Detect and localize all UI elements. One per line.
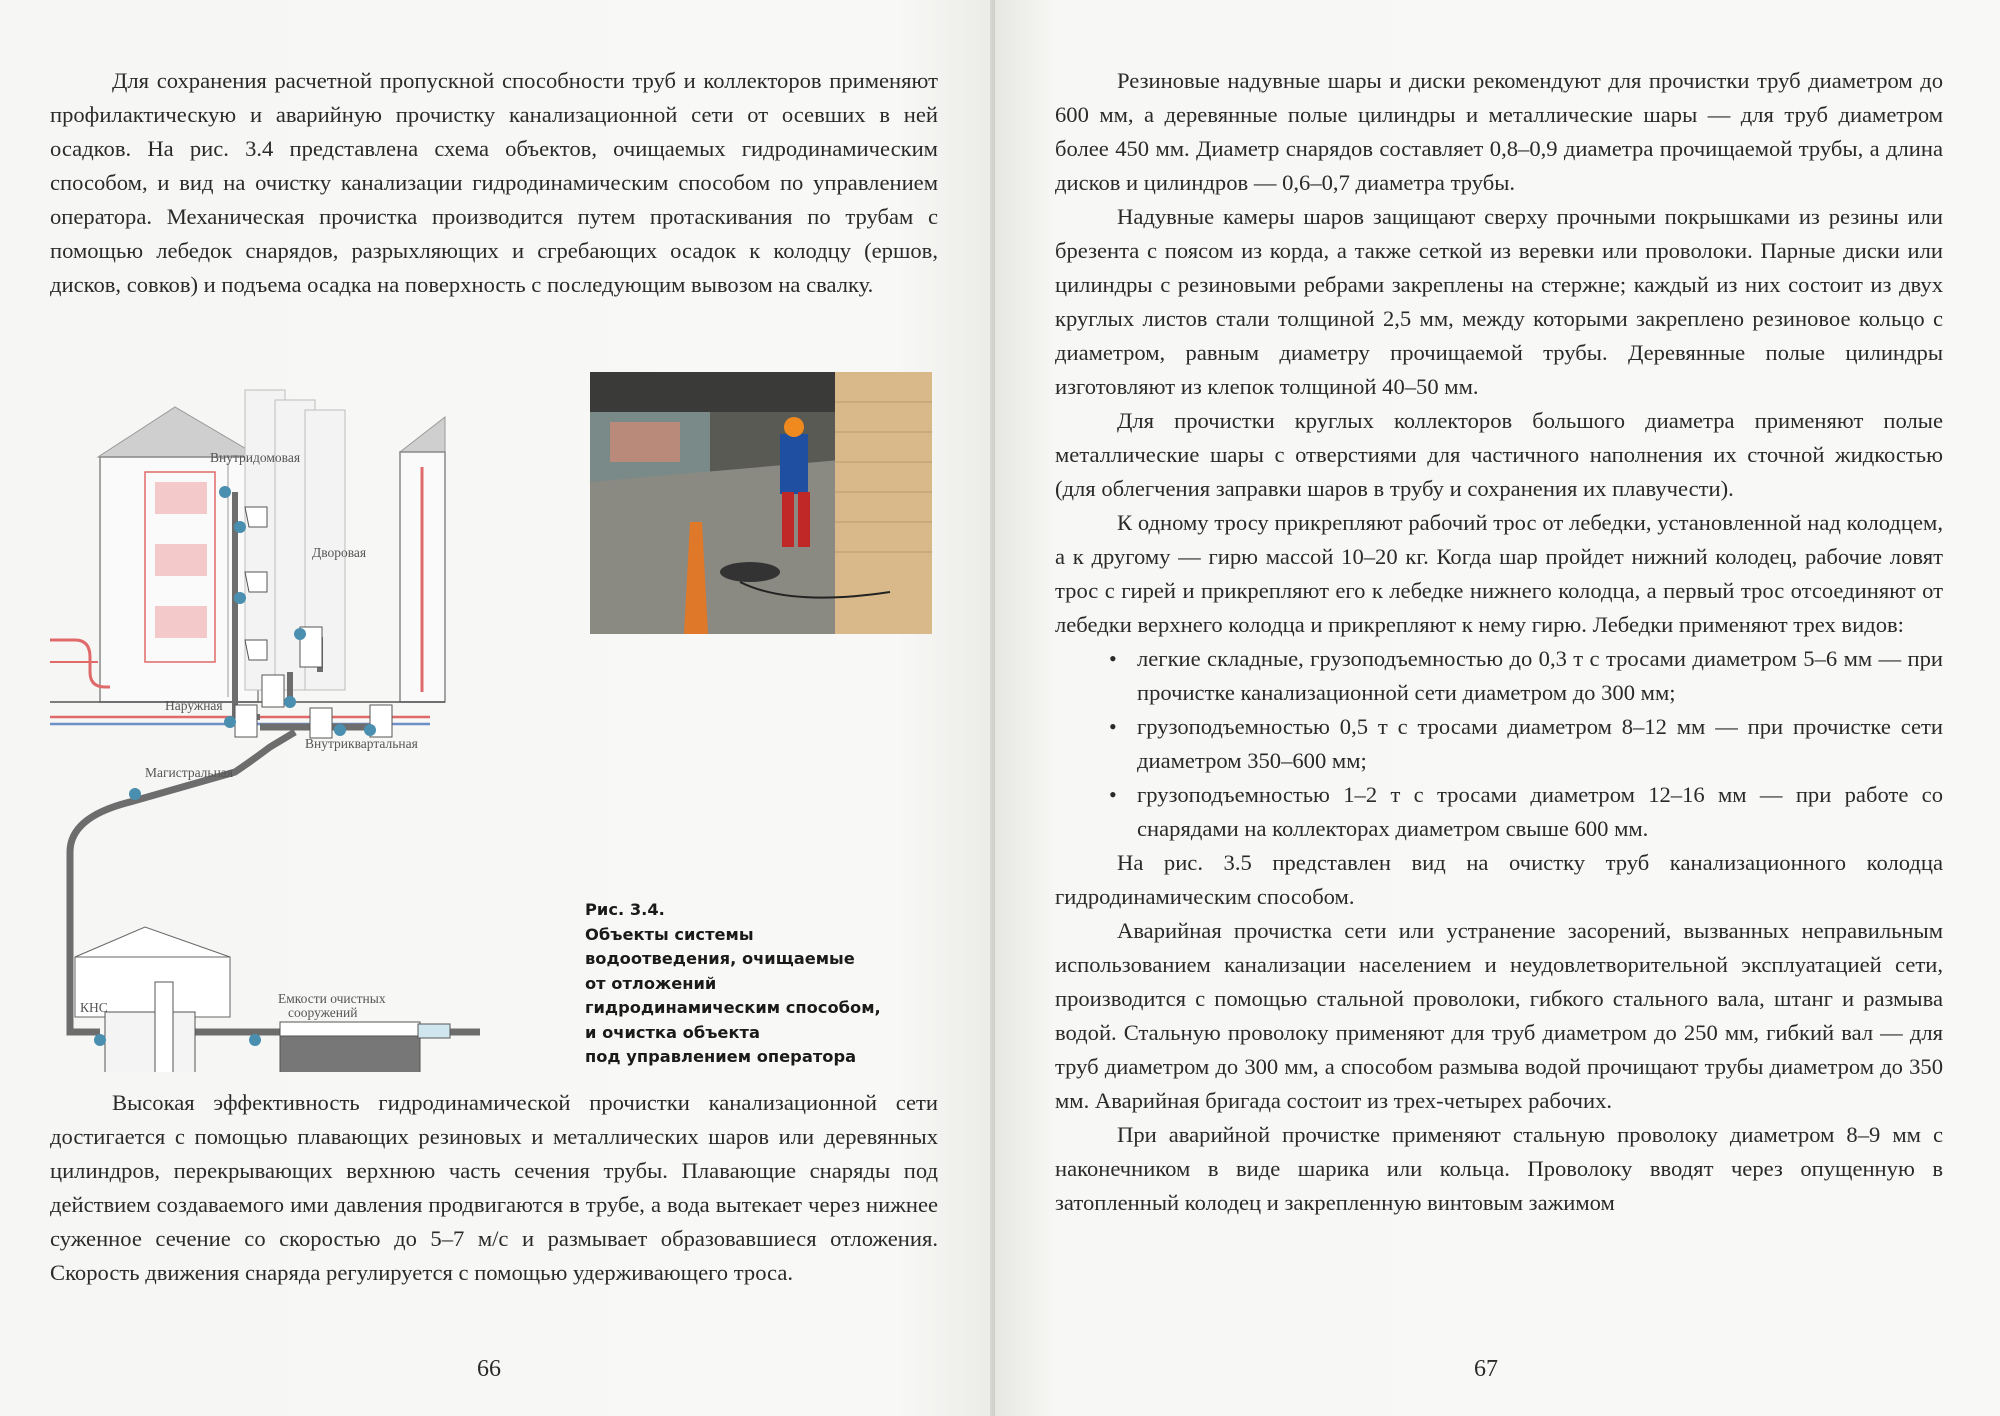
left-text-bottom — [50, 1086, 938, 1290]
paragraph: Для прочистки круглых коллекторов большого диаметра применяют полые металлические шары с отверстиями для частичного наполнения их сточной жидкостью (для облегчения заправки шаров в трубу и сохранения их плавучести). — [1055, 408, 1943, 501]
figure-caption — [585, 898, 945, 1070]
label-tanks-2: сооружений — [288, 1005, 358, 1020]
paragraph: Резиновые надувные шары и диски рекомендуют для прочистки труб диаметром до 600 мм, а деревянные полые цилиндры и металлические шары — для труб диаметром более 450 мм. Диаметр снарядов составляет 0,8–0,9 диаметра прочищаемой трубы, а длина дисков и цилиндров — 0,6–0,7 диаметра трубы. — [1055, 68, 1943, 195]
label-main: Магистральная — [145, 765, 233, 780]
paragraph: К одному тросу прикрепляют рабочий трос от лебедки, установленной над колодцем, а к другому — гирю массой 10–20 кг. Когда шар пройдет нижний колодец, рабочие ловят трос с гирей и прикрепляют его к лебедке нижнего колодца, а первый трос отсоединяют от лебедки верхнего колодца и прикрепляют к нему гирю. Лебедки применяют трех видов: — [1055, 510, 1943, 637]
sewer-system-diagram — [50, 372, 590, 1072]
cleaning-photo — [590, 372, 932, 634]
label-intra-block: Внутриквартальная — [305, 736, 418, 751]
paragraph: При аварийной прочистке применяют стальную проволоку диаметром 8–9 мм с наконечником в виде шарика или кольца. Проволоку вводят через опущенную в затопленный колодец и закрепленную винтовым зажимом — [1055, 1122, 1943, 1215]
paragraph: На рис. 3.5 представлен вид на очистку труб канализационного колодца гидродинамическим способом. — [1055, 850, 1943, 909]
list-item: • грузоподъемностью 1–2 т с тросами диаметром 12–16 мм — при работе со снарядами на коллекторах диаметром свыше 600 мм. — [1055, 778, 1943, 846]
caption-line: от отложений — [585, 973, 717, 993]
label-external: Наружная — [165, 698, 223, 713]
caption-line: водоотведения, очищаемые — [585, 949, 855, 968]
paragraph: Надувные камеры шаров защищают сверху прочными покрышками из резины или брезента с поясом из корда, а также сеткой из веревки или проволоки. Парные диски или цилиндры с резиновыми ребрами закреплены на стержне; каждый из них состоит из двух круглых листов стали толщиной 2,5 мм, между которыми закреплено резиновое кольцо с диаметром, равным диаметру прочищаемой трубы. Деревянные полые цилиндры изготовляют из клепок толщиной 40–50 мм. — [1055, 204, 1943, 399]
paragraph: Аварийная прочистка сети или устранение засорений, вызванных неправильным использованием канализации населением и неудовлетворительной эксплуатацией сети, производится с помощью стальной проволоки, гибкого стального вала, штанг и размыва водой. Стальную проволоку применяют для труб диаметром до 250 мм, гибкий вал — для труб диаметром до 300 мм, а способом размыва водой прочищают трубы диаметром до 350 мм. Аварийная бригада состоит из трех-четырех рабочих. — [1055, 918, 1943, 1113]
caption-line: и очистка объекта — [585, 1022, 760, 1042]
caption-line: Объекты системы — [585, 924, 754, 944]
paragraph: Высокая эффективность гидродинамической прочистки канализационной сети достигается с помощью плавающих резиновых и металлических шаров или деревянных цилиндров, перекрывающих верхнюю часть сечения трубы. Плавающие снаряды под действием создаваемого ими давления продвигаются в трубе, а вода вытекает через нижнее суженное сечение со скоростью до 5–7 м/с и размывает образовавшиеся отложения. Скорость движения снаряда регулируется с помощью удерживающего троса. — [50, 1090, 938, 1285]
caption-title: Рис. 3.4. — [585, 900, 665, 919]
list-item: • легкие складные, грузоподъемностью до 0,3 т с тросами диаметром 5–6 мм — при прочистке канализационной сети диаметром до 300 мм; — [1055, 642, 1943, 710]
label-internal: Внутридомовая — [210, 450, 301, 465]
building-right — [400, 417, 445, 702]
left-text-top — [50, 64, 938, 302]
list-item: • грузоподъемностью 0,5 т с тросами диаметром 8–12 мм — при прочистке сети диаметром 350–600 мм; — [1055, 710, 1943, 778]
right-text — [1055, 64, 1943, 1220]
winch-types-list — [1055, 642, 1943, 846]
label-tanks: Емкости очистных — [278, 991, 386, 1006]
page-number-left: 66 — [477, 1356, 501, 1382]
figure-3-4 — [50, 372, 950, 1072]
caption-line: под управлением оператора — [585, 1047, 857, 1066]
left-page — [0, 0, 995, 1416]
paragraph: Для сохранения расчетной пропускной способности труб и коллекторов применяют профилактическую и аварийную прочистку канализационной сети от осевших в ней осадков. На рис. 3.4 представлена схема объектов, очищаемых гидродинамическим способом, и вид на очистку канализации гидродинамическим способом по управлением оператора. Механическая прочистка производится путем протаскивания по трубам с помощью лебедок снарядов, разрыхляющих и сгребающих осадок к колодцу (ершов, дисков, совков) и подъема осадка на поверхность с последующим вывозом на свалку. — [50, 68, 938, 297]
label-kns: КНС — [80, 1000, 108, 1015]
label-yard: Дворовая — [312, 545, 367, 560]
caption-line: гидродинамическим способом, — [585, 998, 881, 1017]
page-number-right: 67 — [1474, 1356, 1498, 1382]
right-page — [995, 0, 2000, 1416]
